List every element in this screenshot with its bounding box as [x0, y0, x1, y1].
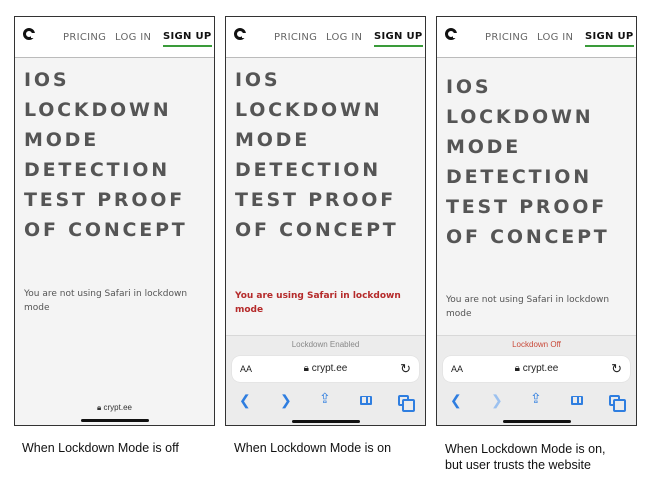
lockdown-status-text: You are not using Safari in lockdown mode: [24, 289, 188, 313]
headline-line: IOS: [235, 69, 281, 91]
reload-icon[interactable]: ↻: [400, 361, 411, 376]
headline-line: OF CONCEPT: [446, 226, 610, 248]
url-text: crypt.ee: [311, 363, 348, 374]
nav-pricing-link[interactable]: PRICING: [485, 32, 529, 43]
phone-panel-on: [225, 16, 426, 426]
url-text: crypt.ee: [103, 403, 132, 412]
chevron-right-icon[interactable]: ❯: [280, 392, 292, 408]
nav-login-link[interactable]: LOG IN: [537, 32, 574, 43]
lockdown-state-label[interactable]: Lockdown Off: [512, 340, 561, 349]
nav-pricing-link[interactable]: PRICING: [274, 32, 318, 43]
home-indicator: [292, 420, 360, 423]
page-headline: [446, 72, 610, 252]
nav-login-link[interactable]: LOG IN: [326, 32, 363, 43]
url-display[interactable]: [232, 363, 419, 374]
headline-line: LOCKDOWN: [24, 99, 172, 121]
home-indicator: [81, 419, 149, 422]
lockdown-state-label[interactable]: Lockdown Enabled: [291, 340, 360, 349]
caption-lockdown-trusted: When Lockdown Mode is on, but user trusts the website: [445, 442, 606, 472]
headline-line: DETECTION: [24, 159, 170, 181]
chevron-left-icon[interactable]: ❮: [450, 392, 462, 408]
compact-url-bar[interactable]: [15, 403, 214, 413]
lock-icon: 🔒︎: [97, 403, 102, 412]
headline-line: LOCKDOWN: [235, 99, 383, 121]
site-nav: [437, 17, 636, 58]
reader-settings-button[interactable]: AA: [240, 364, 253, 374]
headline-line: DETECTION: [446, 166, 592, 188]
caption-lockdown-off: When Lockdown Mode is off: [22, 441, 179, 455]
book-icon[interactable]: [571, 396, 583, 405]
tabs-icon[interactable]: [609, 395, 620, 406]
headline-line: IOS: [24, 69, 70, 91]
reader-settings-button[interactable]: AA: [451, 364, 464, 374]
phone-panel-off: [14, 16, 215, 426]
nav-pricing-link[interactable]: PRICING: [63, 32, 107, 43]
share-icon[interactable]: ⇪: [530, 390, 542, 406]
lockdown-status-text: You are using Safari in lockdown mode: [235, 291, 401, 315]
cryptee-logo-icon[interactable]: [234, 28, 246, 40]
lock-icon: 🔒︎: [514, 363, 520, 374]
nav-signup-link[interactable]: SIGN UP: [374, 31, 423, 47]
reload-icon[interactable]: ↻: [611, 361, 622, 376]
headline-line: DETECTION: [235, 159, 381, 181]
headline-line: MODE: [235, 129, 311, 151]
share-icon[interactable]: ⇪: [319, 390, 331, 406]
headline-line: TEST PROOF: [446, 196, 608, 218]
lockdown-status-text: You are not using Safari in lockdown mode: [446, 295, 610, 319]
url-text: crypt.ee: [522, 363, 559, 374]
nav-signup-link[interactable]: SIGN UP: [163, 31, 212, 47]
site-nav: [226, 17, 425, 58]
headline-line: IOS: [446, 76, 492, 98]
tabs-icon[interactable]: [398, 395, 409, 406]
chevron-left-icon[interactable]: ❮: [239, 392, 251, 408]
cryptee-logo-icon[interactable]: [445, 28, 457, 40]
headline-line: LOCKDOWN: [446, 106, 594, 128]
headline-line: MODE: [24, 129, 100, 151]
safari-bottom-sheet: [226, 335, 425, 426]
page-headline: [24, 65, 188, 245]
caption-lockdown-on: When Lockdown Mode is on: [234, 441, 392, 455]
address-bar[interactable]: [232, 356, 419, 382]
cryptee-logo-icon[interactable]: [23, 28, 35, 40]
headline-line: TEST PROOF: [235, 189, 397, 211]
phone-panel-trusted: [436, 16, 637, 426]
chevron-right-icon[interactable]: ❯: [491, 392, 503, 408]
nav-login-link[interactable]: LOG IN: [115, 32, 152, 43]
address-bar[interactable]: [443, 356, 630, 382]
page-headline: [235, 65, 399, 245]
headline-line: OF CONCEPT: [235, 219, 399, 241]
home-indicator: [503, 420, 571, 423]
nav-signup-link[interactable]: SIGN UP: [585, 31, 634, 47]
headline-line: MODE: [446, 136, 522, 158]
book-icon[interactable]: [360, 396, 372, 405]
safari-bottom-sheet: [437, 335, 636, 426]
headline-line: OF CONCEPT: [24, 219, 188, 241]
headline-line: TEST PROOF: [24, 189, 186, 211]
url-display[interactable]: [443, 363, 630, 374]
site-nav: [15, 17, 214, 58]
lock-icon: 🔒︎: [303, 363, 309, 374]
